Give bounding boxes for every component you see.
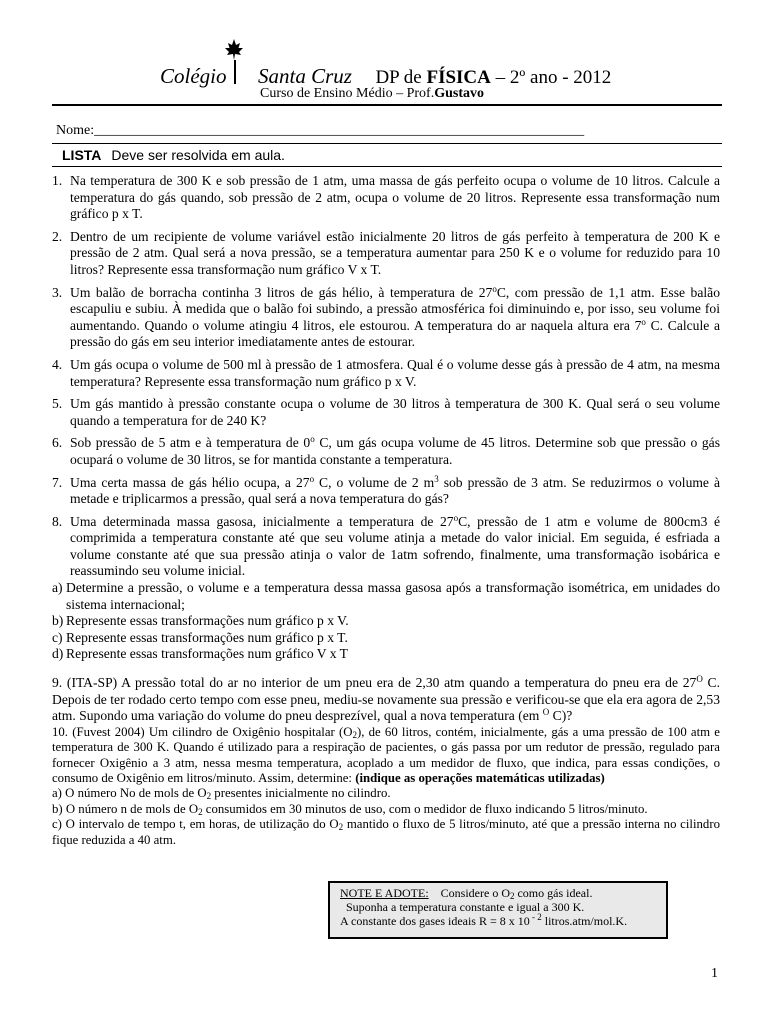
question-4: [52, 357, 720, 390]
school-name-left: Colégio: [160, 64, 227, 88]
question-text: Dentro de um recipiente de volume variável estão inicialmente 20 litros de gás perfeito à temperatura de 200 K e pressão de 2 atm. Qual será a nova pressão, se a temperatura aumentar para 250 K e o volume for reduzido para 10 litros? Represente essa transformação num gráfico V x T.: [70, 228, 720, 277]
item-text: Represente essas transformações num gráfico p x V.: [66, 613, 349, 629]
item-label: d): [52, 646, 64, 662]
dept-suffix: – 2º ano - 2012: [495, 67, 612, 88]
note-line-1: Considere o $O_2$ como gás ideal.: [440, 886, 593, 901]
question-8: [52, 514, 720, 580]
school-name-right: Santa Cruz: [258, 64, 352, 88]
question-number: 5.: [52, 396, 63, 412]
item-text: Represente essas transformações num gráfico V x T: [66, 646, 348, 662]
question-1: [52, 173, 720, 223]
course-text: Curso de Ensino Médio – Prof.: [260, 86, 435, 101]
note-line-3: A constante dos gases ideais R = 8 x 10 $^{- 2}$ litros.atm/mol.K.: [340, 912, 628, 928]
note-line-2: Suponha a temperatura constante e igual a 300 K.: [346, 900, 585, 914]
lista-text: Deve ser resolvida em aula.: [111, 147, 285, 163]
page-number: 1: [711, 966, 718, 981]
question-8-item-d: [52, 646, 720, 663]
item-label: a): [52, 580, 63, 596]
lista-bottom-rule: [52, 166, 722, 167]
question-10: 10. (Fuvest 2004) Um cilindro de Oxigênio hospitalar $(O_2)$, de 60 litros, contém, inicialmente, gás a uma pressão de 100 atm e temperatura de 300 K. Quando é utilizado para a respiração de pacientes, o gás passa por um redutor de pressão, regulado para fornecer Oxigênio a 3 atm, nessa mesma temperatura, acoplado a um medidor de fluxo, que indica, para essas condições, o consumo de Oxigênio em litros/minuto. Assim, determine: (indique as operações matemáticas utilizadas): [52, 724, 720, 786]
question-8-item-b: [52, 613, 720, 630]
question-number: 8.: [52, 513, 63, 529]
question-8-item-a: [52, 580, 720, 613]
note-label: NOTE E ADOTE:: [340, 886, 429, 900]
question-6: [52, 435, 720, 468]
lista-top-rule: [52, 143, 722, 144]
question-7: [52, 475, 720, 508]
name-field-label: Nome:______________________________________________________________________: [56, 123, 585, 138]
question-number: 4.: [52, 356, 63, 372]
question-8-item-c: [52, 630, 720, 647]
logo-divider: [234, 60, 236, 84]
question-number: 1.: [52, 173, 63, 188]
question-text: Uma determinada massa gasosa, inicialmente a temperatura de 27$^o$C, pressão de 1 atm e volume de 800cm3 é comprimida a temperatura constante até que seu volume atinja a metade do valor inicial. Em seguida, é esfriada a volume constante até que sua pressão atinja o valor de 1atm sofrendo, finalmente, uma transformação isobárica e reassumindo seu volume inicial.: [70, 512, 720, 579]
question-9: 9. (ITA-SP) A pressão total do ar no interior de um pneu era de 2,30 atm quando a temperatura do pneu era de $27^O$ C. Depois de ter rodado certo tempo com esse pneu, mediu-se novamente sua pressão e verificou-se que ela era agora de 2,53 atm. Supondo uma variação do volume do pneu desprezível, qual a nova temperatura (em $^O$ C)?: [52, 674, 721, 724]
question-10-item-b: b) O número n de mols de $O_2$ consumidos em 30 minutos de uso, com o medidor de fluxo indicando 5 litros/minuto.: [52, 801, 648, 817]
item-text: Determine a pressão, o volume e a temperatura dessa massa gasosa após a transformação isométrica, em unidades do sistema internacional;: [66, 580, 720, 612]
dept-subject: FÍSICA: [426, 67, 491, 88]
question-text: Na temperatura de 300 K e sob pressão de 1 atm, uma massa de gás perfeito ocupa o volume de 10 litros. Calcule a temperatura do gás quando, sob pressão de 2 atm, ocupa o volume de 20 litros. Represente essa transformação num gráfico p x T.: [70, 173, 720, 222]
question-3: [52, 285, 720, 351]
question-text: Um gás ocupa o volume de 500 ml à pressão de 1 atmosfera. Qual é o volume desse gás à pressão de 4 atm, na mesma temperatura? Represente essa transformação num gráfico p x V.: [70, 356, 720, 389]
question-10-item-a: a) O número No de mols de $O_2$ presentes inicialmente no cilindro.: [52, 786, 391, 802]
item-label: b): [52, 613, 64, 629]
question-2: [52, 229, 720, 279]
teacher-name: Gustavo: [434, 86, 485, 101]
question-number: 6.: [52, 435, 63, 451]
question-list: [52, 173, 720, 848]
question-text: Uma certa massa de gás hélio ocupa, a 27$^o$ C, o volume de 2 $m^3$ sob pressão de 3 atm. Se reduzirmos o volume à metade e triplicarmos a pressão, qual será a nova temperatura do gás?: [70, 473, 720, 507]
question-5: [52, 396, 720, 429]
dept-prefix: DP de: [375, 67, 422, 88]
item-label: c): [52, 629, 63, 645]
header-rule: [52, 104, 722, 106]
question-number: 2.: [52, 228, 63, 244]
lista-label: LISTA: [62, 147, 102, 163]
question-text: Um balão de borracha continha 3 litros de gás hélio, à temperatura de 27$^o$C, com pressão de 1,1 atm. Esse balão escapuliu e subiu. À medida que o balão foi subindo, a pressão atmosférica foi diminuindo e, por isso, seu volume foi aumentando. Quando o volume atingiu 4 litros, ele estourou. A temperatura do ar naquela altura era 7$^o$ C. Calcule a pressão do gás em seu interior imediatamente antes de estourar.: [70, 283, 720, 350]
question-text: Sob pressão de 5 atm e à temperatura de 0$^o$ C, um gás ocupa volume de 45 litros. Determine sob que pressão o gás ocupará o volume de 30 litros, se for mantida constante a temperatura.: [70, 434, 720, 467]
item-text: Represente essas transformações num gráfico p x T.: [66, 629, 348, 645]
question-number: 3.: [52, 284, 63, 300]
question-10-item-c: c) O intervalo de tempo t, em horas, de utilização do $O_2$ mantido o fluxo de 5 litros/minuto, até que a pressão interna no cilindro fique reduzida a 40 atm.: [52, 817, 720, 847]
question-text: Um gás mantido à pressão constante ocupa o volume de 30 litros à temperatura de 300 K. Qual será o seu volume quando a temperatura for de 240 K?: [70, 396, 720, 428]
question-number: 7.: [52, 474, 63, 490]
course-subtitle: [260, 86, 484, 102]
note-box: [328, 881, 668, 939]
lista-banner: [62, 147, 285, 163]
